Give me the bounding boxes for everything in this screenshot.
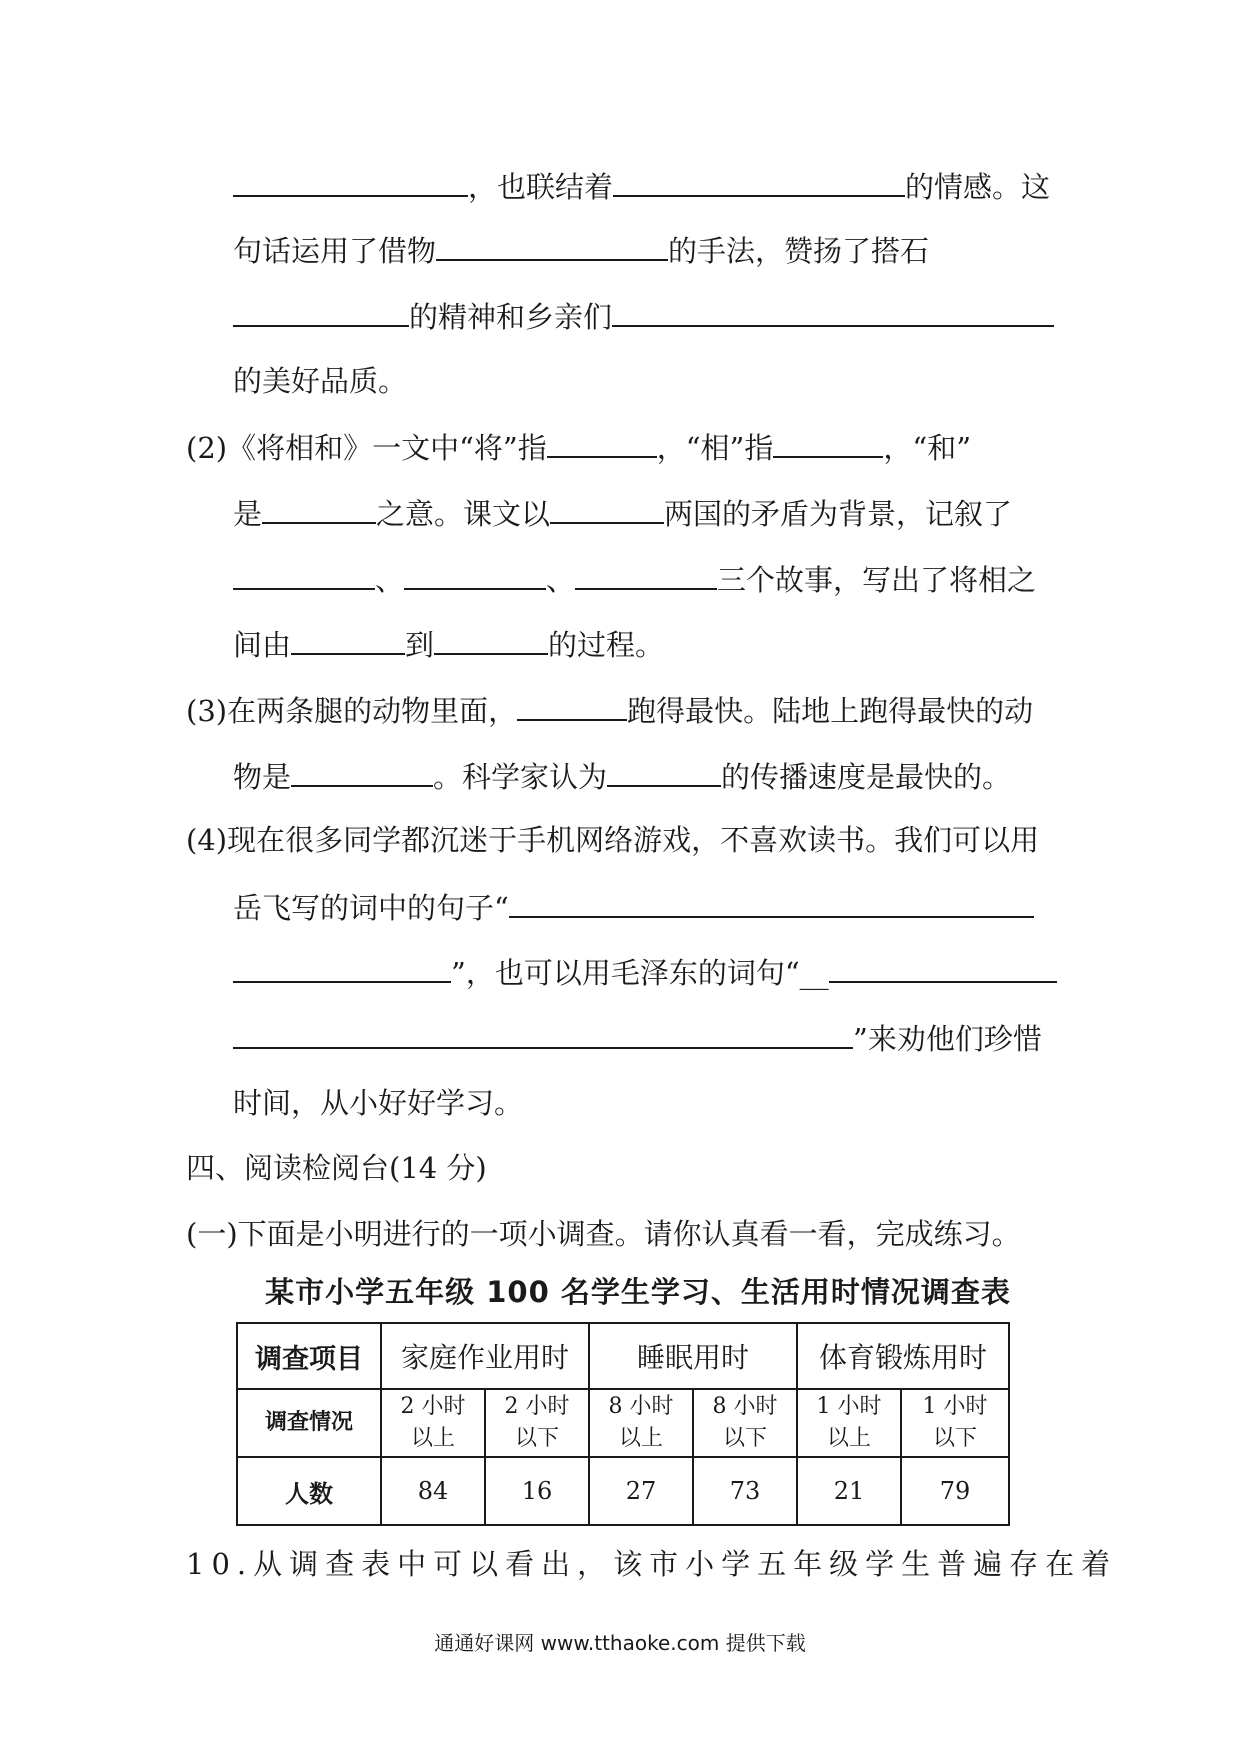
table-title: 某市小学五年级 100 名学生学习、生活用时情况调查表: [265, 1275, 1011, 1309]
row-label: 调查情况: [237, 1389, 381, 1457]
group-header: 体育锻炼用时: [797, 1323, 1009, 1389]
sub-header-line: 1 小时: [816, 1394, 882, 1419]
text-line: [233, 886, 1034, 928]
text-line: [233, 295, 1054, 337]
text-fragment: 。科学家认为: [433, 760, 608, 794]
question-10: 10.从调查表中可以看出，该市小学五年级学生普遍存在着: [186, 1547, 1118, 1581]
question-3-line: [186, 689, 1033, 731]
text-fragment: 的精神和乡亲们: [409, 300, 613, 334]
text-fragment: 物是: [233, 760, 292, 794]
text-fragment: ”来劝他们珍惜: [853, 1022, 1042, 1056]
answer-blank[interactable]: [291, 755, 433, 787]
text-fragment: 是: [233, 497, 263, 531]
answer-blank[interactable]: [262, 492, 376, 524]
sub-header-line: 以上: [410, 1426, 455, 1451]
answer-blank[interactable]: [509, 886, 1034, 918]
group-header: 睡眠用时: [589, 1323, 797, 1389]
text-fragment: 间由: [233, 628, 292, 662]
count-cell: 84: [381, 1457, 485, 1525]
answer-blank[interactable]: [233, 295, 409, 327]
text-fragment: 句话运用了借物: [233, 234, 437, 268]
text-line: 的美好品质。: [233, 364, 408, 398]
table-row: [237, 1323, 1009, 1389]
sub-header-line: 8 小时: [712, 1394, 778, 1419]
text-line: [233, 492, 1012, 534]
text-fragment: ，“相”指: [656, 431, 774, 465]
count-cell: 21: [797, 1457, 901, 1525]
text-fragment: ，“和”: [883, 431, 972, 465]
section-heading: 四、阅读检阅台(14 分): [186, 1151, 487, 1185]
count-cell: 16: [485, 1457, 589, 1525]
sub-header-line: 8 小时: [608, 1394, 674, 1419]
answer-blank[interactable]: [575, 558, 717, 590]
sub-header-line: 2 小时: [504, 1394, 570, 1419]
question-4-line: (4)现在很多同学都沉迷于手机网络游戏，不喜欢读书。我们可以用: [186, 823, 1040, 857]
row-label: 人数: [237, 1457, 381, 1525]
question-2-line: [186, 426, 971, 468]
text-fragment: 两国的矛盾为背景，记叙了: [664, 497, 1013, 531]
text-line: [233, 165, 1050, 207]
table-row: [237, 1457, 1009, 1525]
table-row: [237, 1389, 1009, 1457]
text-fragment: 的情感。这: [905, 170, 1051, 204]
answer-blank[interactable]: [404, 558, 546, 590]
sub-header-line: 以上: [827, 1426, 872, 1451]
text-line: 时间，从小好好学习。: [233, 1086, 524, 1120]
text-line: [233, 623, 664, 665]
sub-header: [589, 1389, 693, 1457]
sub-header: [693, 1389, 797, 1457]
text-fragment: (2)《将相和》一文中“将”指: [186, 431, 547, 465]
answer-blank[interactable]: [291, 623, 405, 655]
text-line: [233, 229, 929, 271]
answer-blank[interactable]: [436, 229, 668, 261]
answer-blank[interactable]: [517, 689, 627, 721]
text-fragment: 、: [546, 563, 576, 597]
answer-blank[interactable]: [607, 755, 721, 787]
answer-blank[interactable]: [773, 426, 883, 458]
sub-header-line: 以下: [933, 1426, 978, 1451]
sub-header-line: 以下: [515, 1426, 560, 1451]
text-fragment: 的过程。: [548, 628, 665, 662]
text-line: [233, 558, 1036, 600]
text-fragment: 三个故事，写出了将相之: [717, 563, 1037, 597]
text-fragment: ，也联结着: [468, 170, 614, 204]
answer-blank[interactable]: [233, 951, 451, 983]
sub-header: [797, 1389, 901, 1457]
answer-blank[interactable]: [233, 1017, 853, 1049]
text-fragment: 之意。课文以: [376, 497, 551, 531]
count-cell: 27: [589, 1457, 693, 1525]
text-line: [233, 755, 1011, 797]
part-intro: (一)下面是小明进行的一项小调查。请你认真看一看，完成练习。: [186, 1217, 1021, 1251]
text-fragment: ”，也可以用毛泽东的词句“__: [451, 956, 829, 990]
group-header: 家庭作业用时: [381, 1323, 589, 1389]
sub-header-line: 1 小时: [922, 1394, 988, 1419]
text-fragment: 跑得最快。陆地上跑得最快的动: [627, 694, 1034, 728]
answer-blank[interactable]: [547, 426, 657, 458]
row-label: 调查项目: [237, 1323, 381, 1389]
count-cell: 73: [693, 1457, 797, 1525]
answer-blank[interactable]: [434, 623, 548, 655]
text-fragment: 岳飞写的词中的句子“: [233, 891, 509, 925]
footer-source: 通通好课网 www.tthaoke.com 提供下载: [434, 1631, 806, 1655]
sub-header: [485, 1389, 589, 1457]
sub-header: [381, 1389, 485, 1457]
answer-blank[interactable]: [613, 165, 905, 197]
survey-table: [236, 1322, 1010, 1526]
text-fragment: 的传播速度是最快的。: [721, 760, 1012, 794]
count-cell: 79: [901, 1457, 1009, 1525]
answer-blank[interactable]: [233, 165, 468, 197]
text-fragment: 的手法，赞扬了搭石: [668, 234, 930, 268]
sub-header-line: 2 小时: [400, 1394, 466, 1419]
answer-blank[interactable]: [233, 558, 375, 590]
answer-blank[interactable]: [550, 492, 664, 524]
text-fragment: (3)在两条腿的动物里面，: [186, 694, 518, 728]
text-fragment: 、: [375, 563, 405, 597]
sub-header: [901, 1389, 1009, 1457]
text-fragment: 到: [405, 628, 435, 662]
answer-blank[interactable]: [829, 951, 1057, 983]
text-line: [233, 951, 1057, 993]
sub-header-line: 以下: [723, 1426, 768, 1451]
answer-blank[interactable]: [612, 295, 1054, 327]
sub-header-line: 以上: [619, 1426, 664, 1451]
text-line: [233, 1017, 1042, 1059]
